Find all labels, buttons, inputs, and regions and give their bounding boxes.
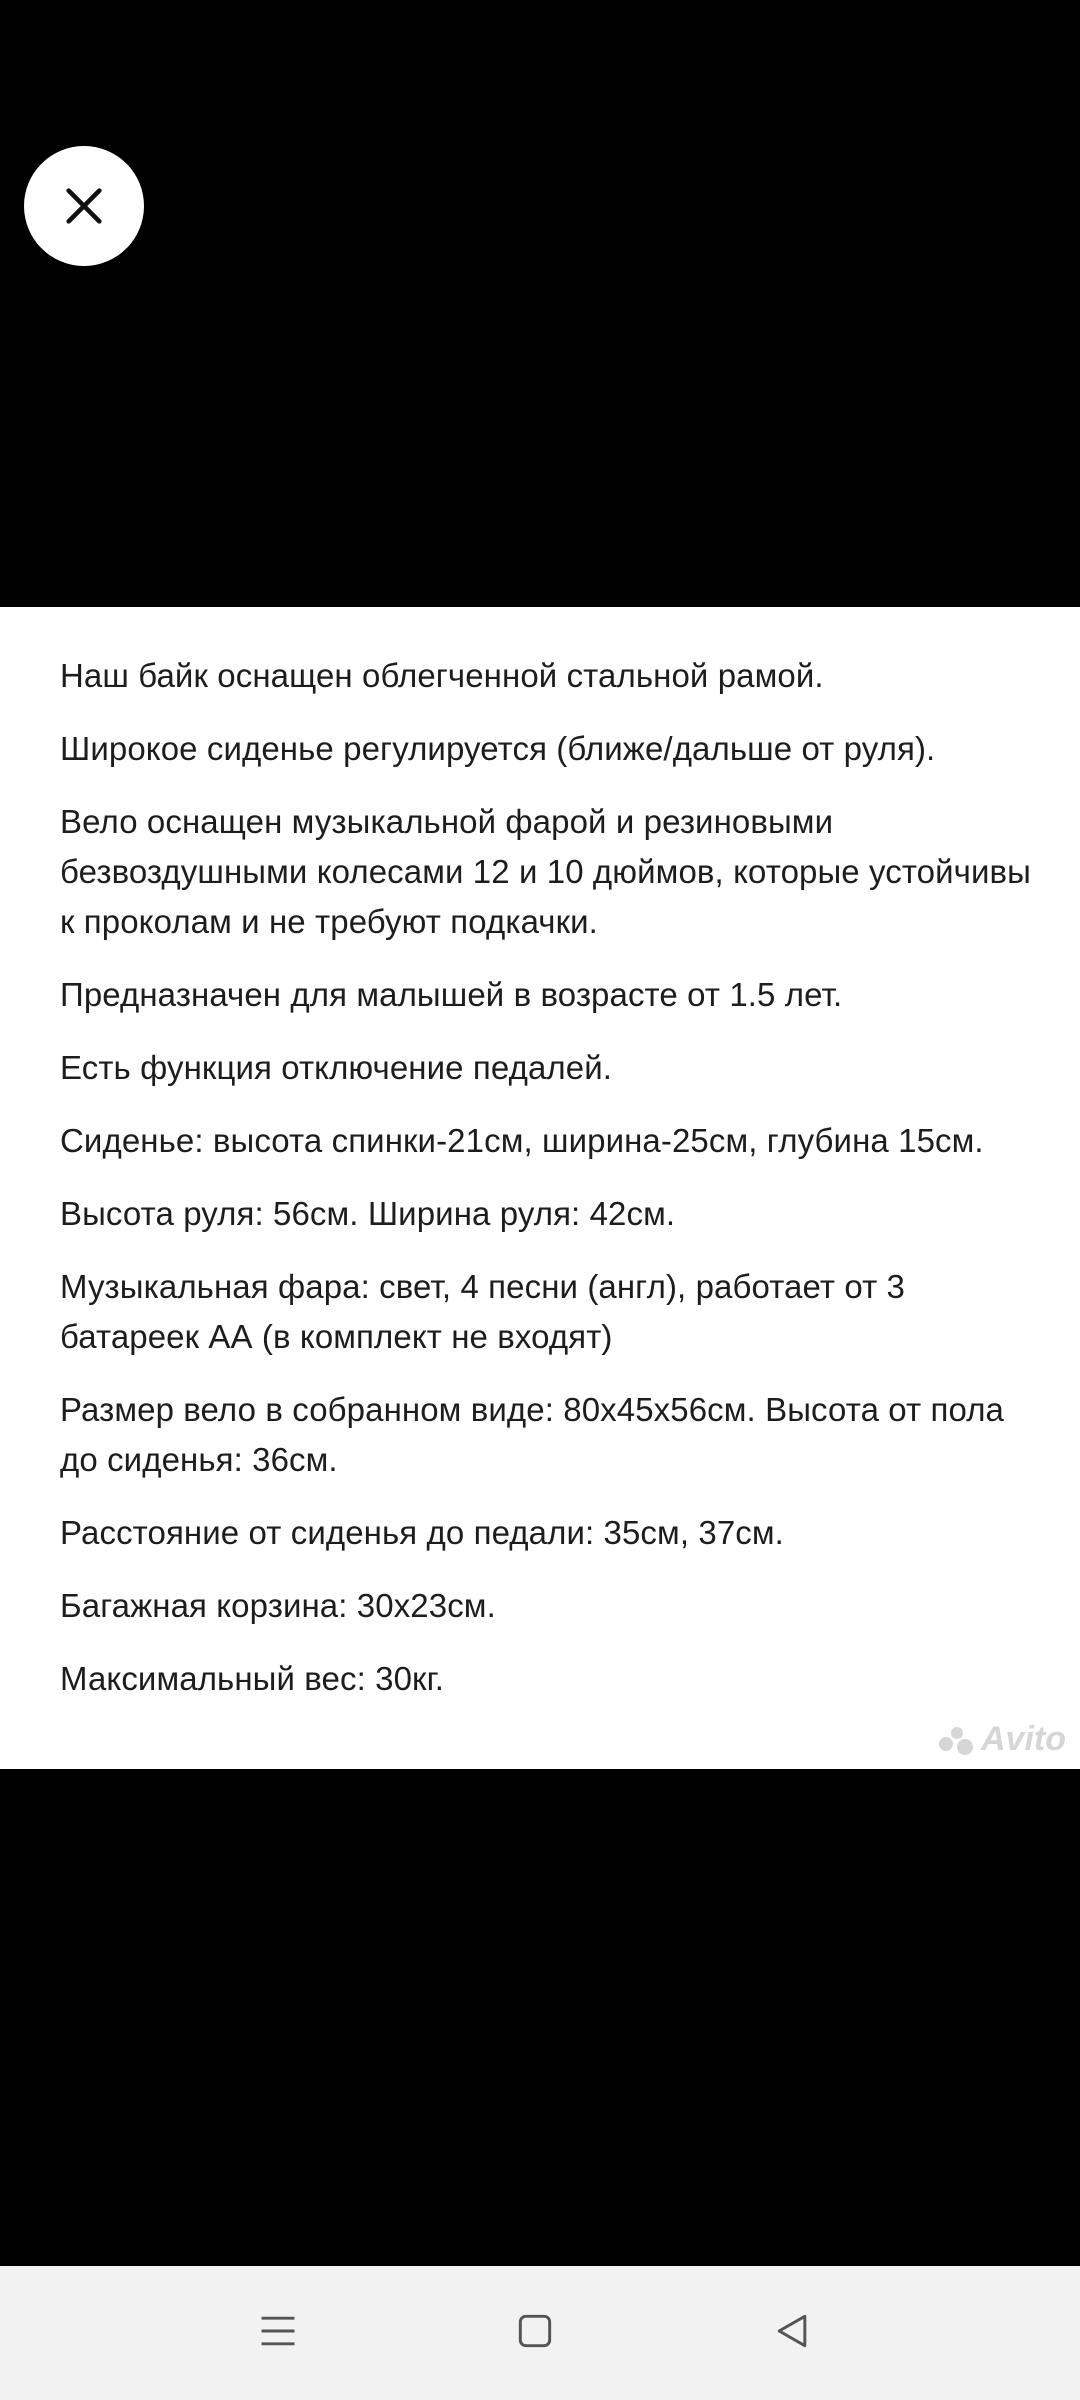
home-button[interactable] bbox=[500, 2296, 570, 2366]
avito-watermark bbox=[937, 1720, 1066, 1759]
description-line: Широкое сиденье регулируется (ближе/дальше от руля). bbox=[60, 730, 936, 767]
listing-photo bbox=[0, 607, 1080, 1769]
back-triangle-icon bbox=[770, 2309, 814, 2353]
description-line: Сиденье: высота спинки-21см, ширина-25см, глубина 15см. bbox=[60, 1122, 984, 1159]
description-line: Наш байк оснащен облегченной стальной рамой. bbox=[60, 657, 824, 694]
description-line: Есть функция отключение педалей. bbox=[60, 1049, 613, 1086]
description-line: Предназначен для малышей в возрасте от 1.5 лет. bbox=[60, 976, 843, 1013]
avito-logo-icon bbox=[937, 1725, 977, 1755]
recent-apps-button[interactable] bbox=[243, 2296, 313, 2366]
system-navigation-bar bbox=[0, 2266, 1080, 2400]
close-icon bbox=[61, 183, 107, 229]
description-line: Максимальный вес: 30кг. bbox=[60, 1660, 444, 1697]
description-line: Высота руля: 56см. Ширина руля: 42см. bbox=[60, 1195, 676, 1232]
description-line: Вело оснащен музыкальной фарой и резиновыми безвоздушными колесами 12 и 10 дюймов, которые устойчивы к проколам и не требуют подкачки. bbox=[60, 803, 1031, 940]
close-button[interactable] bbox=[24, 146, 144, 266]
description-line: Размер вело в собранном виде: 80х45х56см. Высота от пола до сиденья: 36см. bbox=[60, 1391, 1005, 1478]
back-button[interactable] bbox=[757, 2296, 827, 2366]
description-line: Багажная корзина: 30х23см. bbox=[60, 1587, 496, 1624]
watermark-text: Avito bbox=[981, 1720, 1066, 1758]
menu-icon bbox=[256, 2309, 300, 2353]
home-square-icon bbox=[513, 2309, 557, 2353]
description-line: Музыкальная фара: свет, 4 песни (англ), работает от 3 батареек АА (в комплект не входят) bbox=[60, 1268, 906, 1355]
description-line: Расстояние от сиденья до педали: 35см, 37см. bbox=[60, 1514, 784, 1551]
